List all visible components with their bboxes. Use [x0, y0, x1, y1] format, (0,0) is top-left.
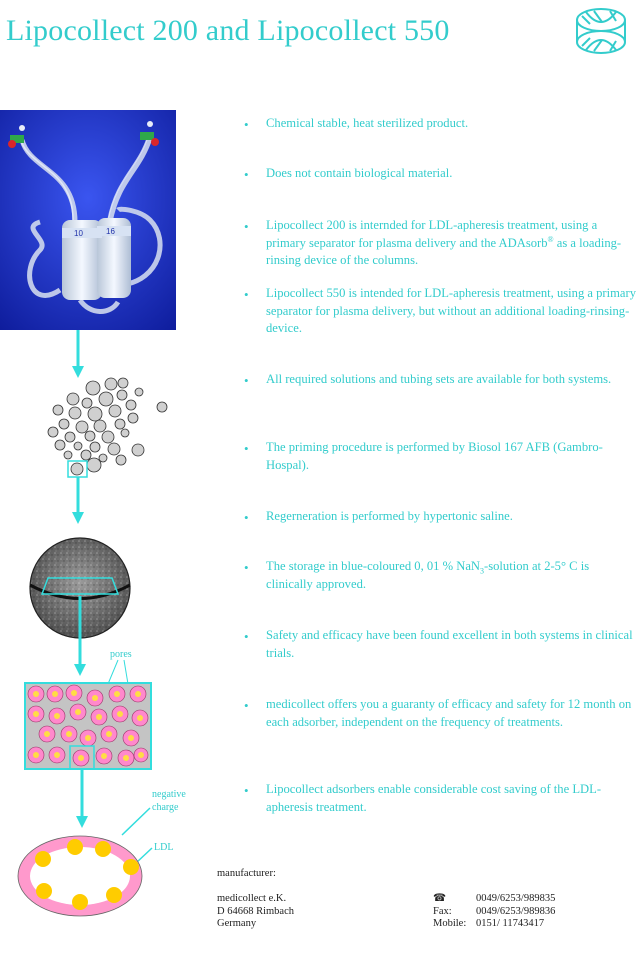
fax-label: Fax:: [433, 905, 452, 917]
phone-number: 0049/6253/989835: [476, 893, 556, 904]
pores-label: pores: [110, 649, 132, 660]
list-item: • Lipocollect 200 is internded for LDL-apheresis treatment, using a primary separator for plasma delivery and the ADAsorb® as a loading-rinsing device of the columns.: [244, 218, 622, 267]
fax-number: 0049/6253/989836: [476, 905, 556, 917]
country: Germany: [217, 918, 257, 929]
list-item: • Does not contain biological material.: [244, 166, 453, 182]
list-item: • Regerneration is performed by hypertonic saline.: [244, 509, 513, 525]
street: D 64668 Rimbach: [217, 905, 294, 917]
ldl-label: LDL: [154, 842, 174, 853]
list-item: • Chemical stable, heat sterilized product.: [244, 116, 469, 132]
product-photo: [0, 110, 176, 330]
list-item: • Lipocollect adsorbers enable considerable cost saving of the LDL-apheresis treatment.: [244, 782, 602, 814]
phone-icon: ☎: [433, 893, 447, 904]
medicollect-logo: [566, 2, 636, 60]
mobile-label: Mobile:: [433, 918, 467, 929]
negative-label: negative: [152, 789, 186, 800]
list-item: • medicollect offers you a guaranty of efficacy and safety for 12 month on each adsorber, independent on the frequency of treatments.: [244, 697, 632, 729]
page-title: Lipocollect 200 and Lipocollect 550: [6, 14, 450, 47]
pore-structure: [25, 683, 151, 769]
adsorber-diagram: [0, 330, 240, 930]
manufacturer-address: [217, 893, 294, 931]
charge-label: charge: [152, 802, 179, 813]
list-item: • All required solutions and tubing sets are available for both systems.: [244, 372, 612, 388]
list-item: • Lipocollect 550 is intended for LDL-apheresis treatment, using a primary separator for plasma delivery, but without an additional loading-rinsing-device.: [244, 286, 637, 335]
contact-block: [433, 893, 633, 931]
company-name: medicollect e.K.: [217, 893, 287, 904]
column-label-2: 16: [106, 227, 115, 236]
list-item: • The storage in blue-coloured 0, 01 % NaN$_3$-solution at 2-5° C is clinically approved.: [244, 559, 590, 591]
column-label-1: 10: [74, 229, 83, 238]
bead-cluster: [48, 378, 167, 475]
manufacturer-label: manufacturer:: [217, 868, 276, 879]
list-item: • The priming procedure is performed by Biosol 167 AFB (Gambro-Hospal).: [244, 440, 603, 472]
pore-cross-section: [18, 836, 142, 916]
mobile-number: 0151/ 11743417: [476, 918, 545, 929]
list-item: • Safety and efficacy have been found excellent in both systems in clinical trials.: [244, 628, 633, 660]
